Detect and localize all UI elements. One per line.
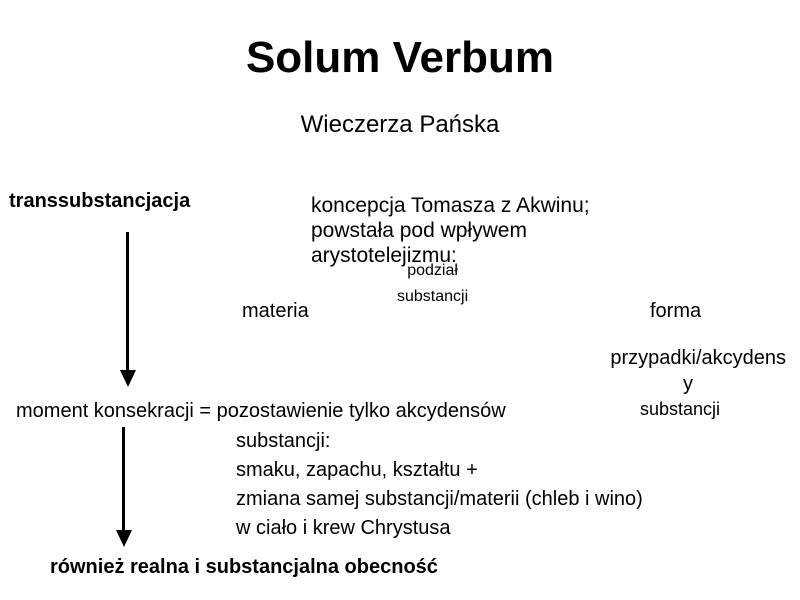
concept-line-2: powstała pod wpływem [311,219,527,242]
term-transsubstantiation: transsubstancjacja [9,190,191,212]
consecration-moment: moment konsekracji = pozostawienie tylko akcydensów [16,400,506,422]
division-line-1: podział [407,262,458,279]
arrow-lower-shaft [122,427,125,532]
forma-label: forma [650,300,702,322]
accidents-label [590,345,786,397]
consecration-line-1: substancji: [236,430,331,452]
consecration-details [236,427,643,543]
consecration-line-3: zmiana samej substancji/materii (chleb i wino) [236,488,643,510]
arrow-upper-head-icon [120,370,136,387]
division-line-2: substancji [397,288,469,305]
consecration-line-4: w ciało i krew Chrystusa [236,517,451,539]
real-presence-statement: również realna i substancjalna obecność [50,556,438,578]
arrow-lower-head-icon [116,530,132,547]
substance-division-label [397,258,468,310]
concept-line-1: koncepcja Tomasza z Akwinu; [311,194,590,217]
arrow-upper-shaft [126,232,129,372]
concept-line-3: arystotelejizmu: [311,244,457,267]
materia-label: materia [242,300,309,322]
concept-description [311,193,590,268]
accidents-line-1: przypadki/akcydens [610,347,786,369]
subtitle-text: Wieczerza Pańska [300,111,500,138]
accidents-line-2: y [683,373,693,395]
slide-subtitle [0,110,800,140]
slide-title: Solum Verbum [245,33,555,82]
consecration-line-2: smaku, zapachu, kształtu + [236,459,478,481]
accidents-line-3: substancji [640,399,721,419]
